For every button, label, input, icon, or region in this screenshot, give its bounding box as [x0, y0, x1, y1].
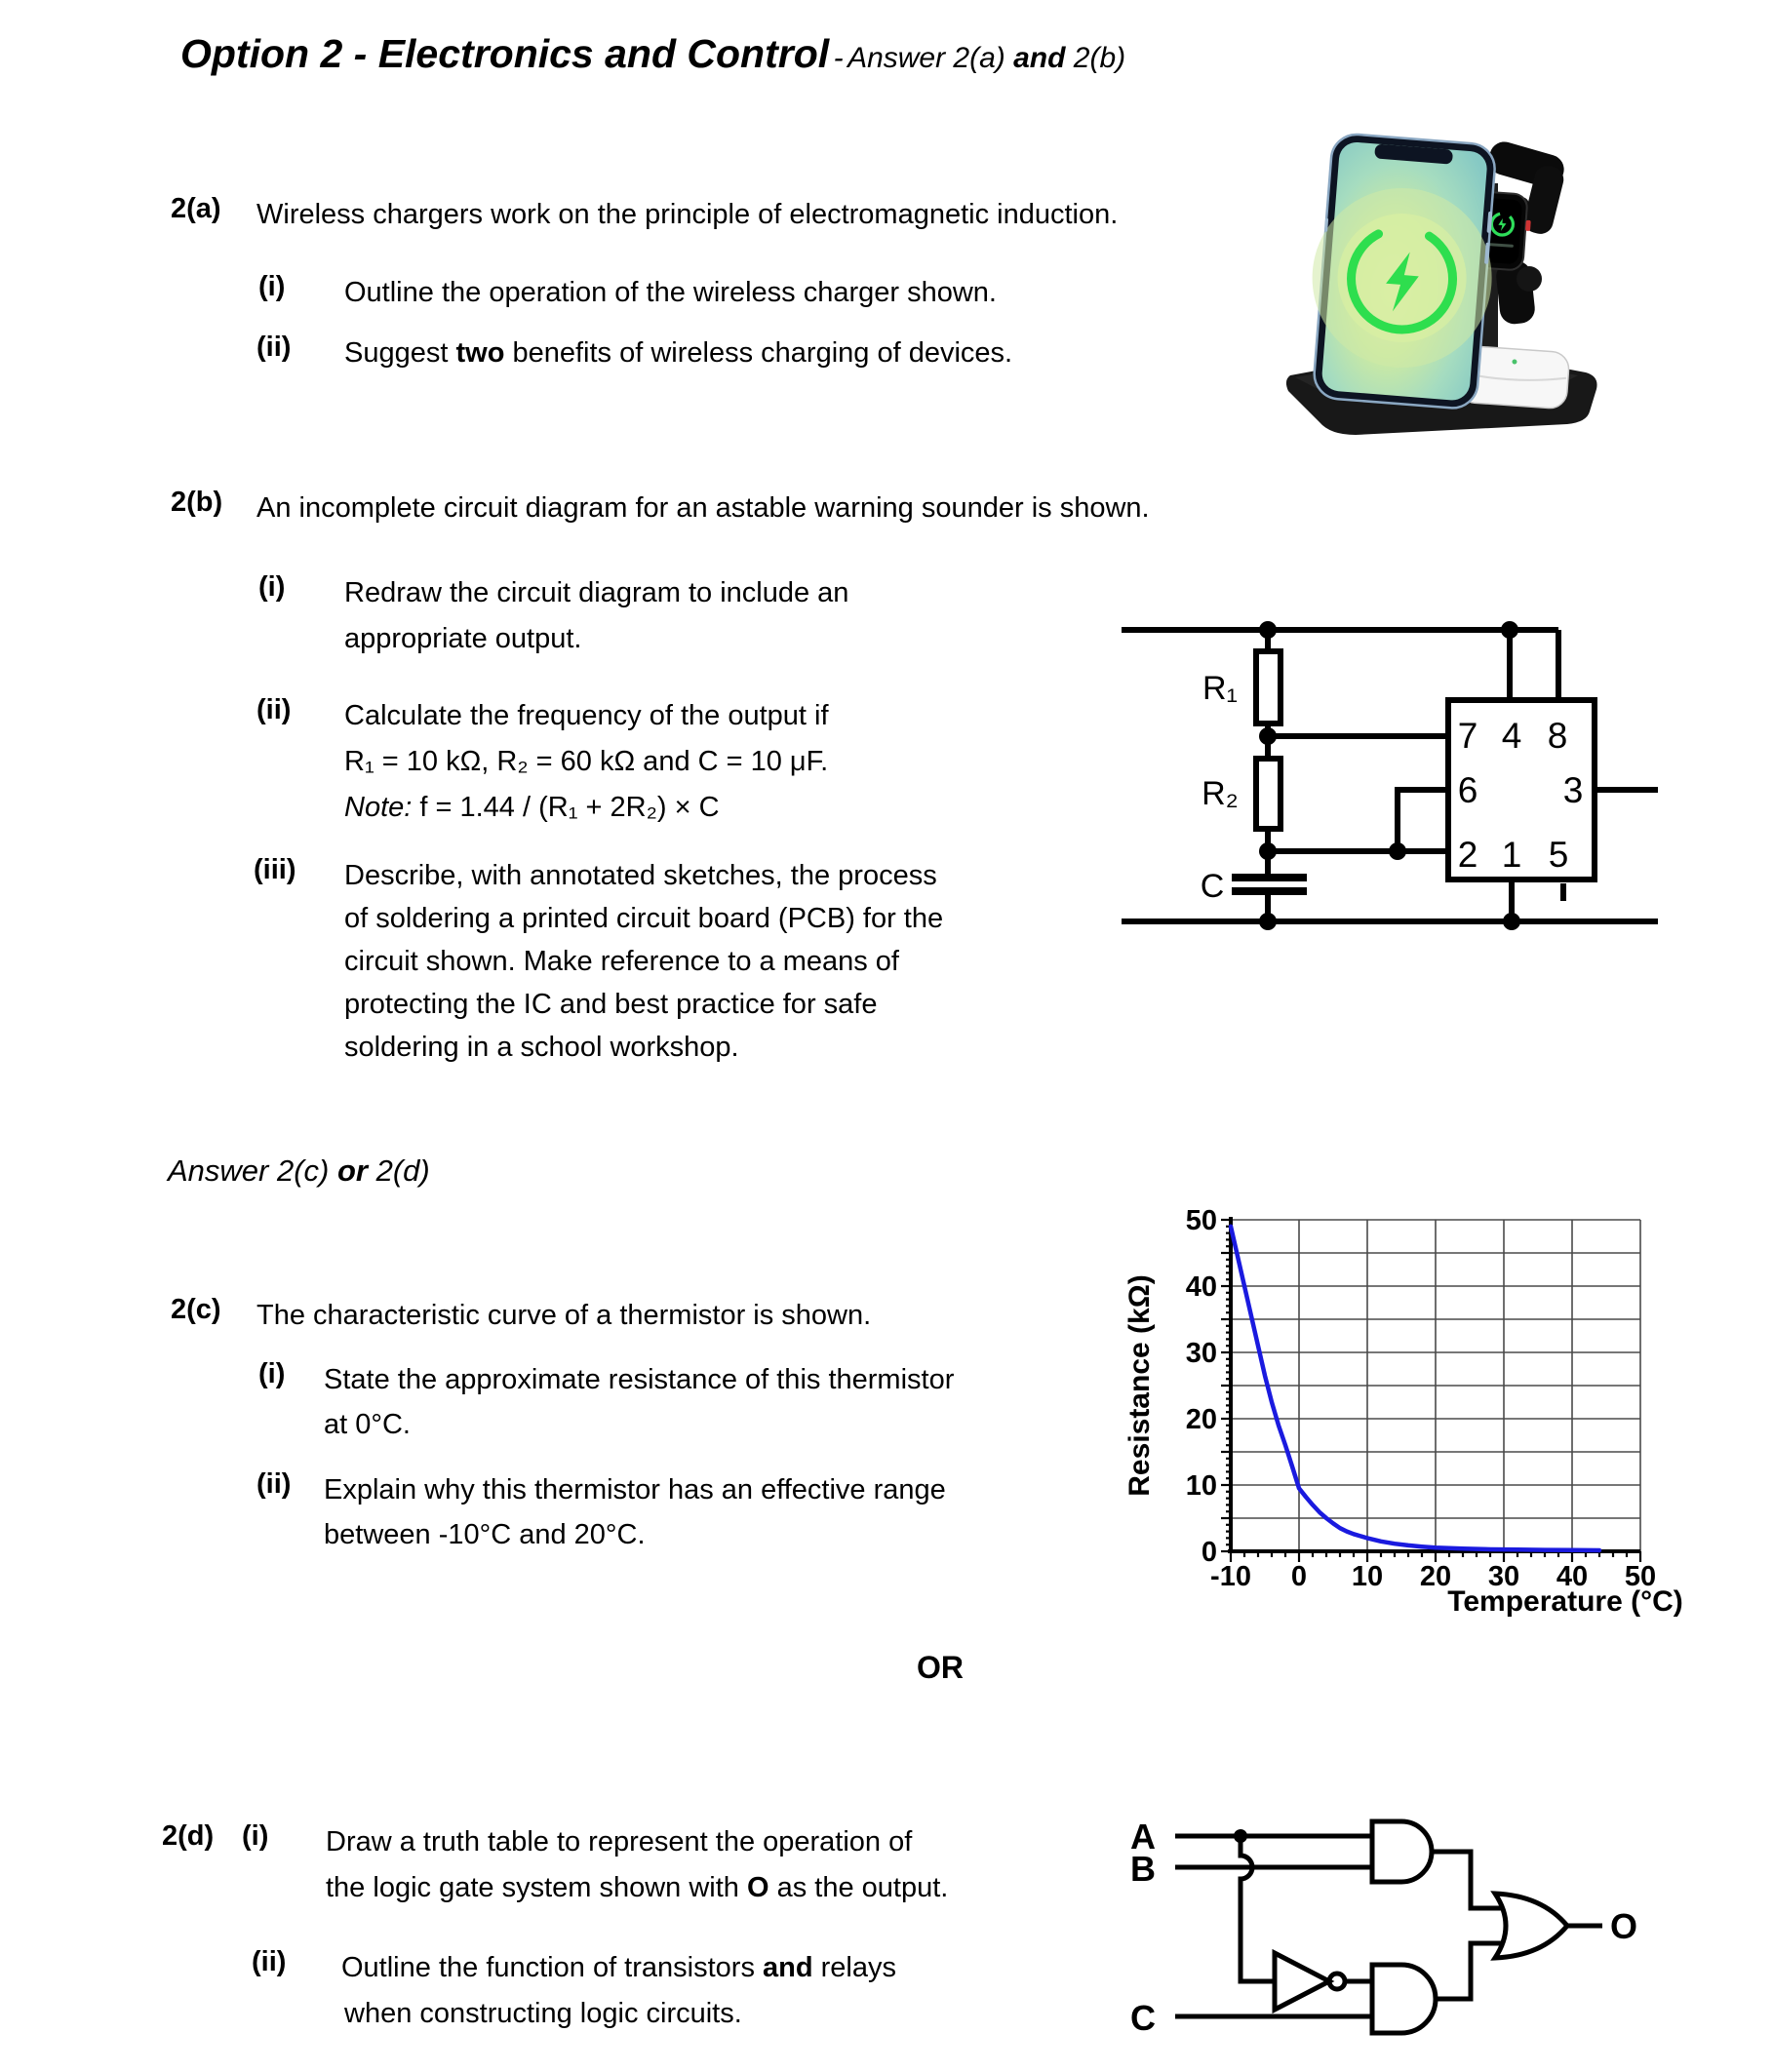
svg-text:40: 40	[1556, 1561, 1589, 1592]
and-gate-bottom	[1372, 1965, 1436, 2033]
r1-label: R₁	[1202, 670, 1239, 707]
q2d-i-line2: the logic gate system shown with O as the output.	[326, 1872, 949, 1903]
astable-circuit-diagram	[1112, 575, 1773, 965]
svg-text:20: 20	[1185, 1404, 1217, 1435]
wireless-charger-photo	[1237, 88, 1617, 449]
q2c-i-line1: State the approximate resistance of this thermistor	[324, 1364, 955, 1395]
svg-text:50: 50	[1624, 1561, 1657, 1592]
title-main: Option 2 - Electronics and Control	[180, 31, 830, 76]
q2b-ii-marker: (ii)	[256, 694, 292, 725]
q2b-text: An incomplete circuit diagram for an astable warning sounder is shown.	[256, 492, 1150, 524]
resistor-r2	[1256, 759, 1280, 829]
q2b-iii-line3: circuit shown. Make reference to a means of	[344, 946, 899, 977]
pin-4: 4	[1501, 716, 1522, 756]
q2b-iii-line5: soldering in a school workshop.	[344, 1032, 739, 1063]
watch-crown	[1525, 220, 1531, 231]
q2c-ii-marker: (ii)	[256, 1468, 292, 1500]
not-gate	[1275, 1953, 1329, 2010]
page-title	[180, 31, 1125, 77]
thermistor-curve	[1231, 1227, 1599, 1550]
y-axis-title: Resistance (kΩ)	[1123, 1274, 1156, 1497]
svg-text:30: 30	[1487, 1561, 1520, 1592]
pin-2: 2	[1457, 835, 1478, 875]
q2c-ii-line1: Explain why this thermistor has an effective range	[324, 1474, 946, 1505]
q2d-ii-marker: (ii)	[252, 1946, 287, 1977]
q2c-i-line2: at 0°C.	[324, 1409, 411, 1440]
q2b-ii-line1: Calculate the frequency of the output if	[344, 700, 829, 731]
pin6-wire	[1398, 790, 1448, 851]
svg-text:10: 10	[1185, 1470, 1217, 1502]
x-axis-title: Temperature (°C)	[1447, 1585, 1683, 1618]
pin-7: 7	[1457, 716, 1478, 756]
chart-grid	[1231, 1220, 1640, 1551]
svg-text:10: 10	[1351, 1561, 1384, 1592]
q2b-i-marker: (i)	[258, 571, 286, 603]
q2d-ii-line1: Outline the function of transistors and relays	[341, 1952, 896, 1983]
q2d-ii-line2: when constructing logic circuits.	[344, 1998, 742, 2029]
svg-text:0: 0	[1290, 1561, 1308, 1592]
q2c-ii-line2: between -10°C and 20°C.	[324, 1519, 646, 1550]
q2b-iii-marker: (iii)	[254, 854, 296, 885]
thermistor-chart	[1102, 1180, 1773, 1619]
q2c-text: The characteristic curve of a thermistor is shown.	[256, 1300, 872, 1331]
q2b-iii-line4: protecting the IC and best practice for safe	[344, 989, 878, 1020]
svg-text:40: 40	[1185, 1271, 1217, 1303]
q2a-text: Wireless chargers work on the principle of electromagnetic induction.	[256, 199, 1119, 230]
pin-3: 3	[1562, 770, 1584, 810]
svg-text:0: 0	[1201, 1537, 1217, 1568]
svg-text:50: 50	[1185, 1205, 1217, 1236]
input-a-label: A	[1130, 1817, 1156, 1857]
q2a-i-marker: (i)	[258, 271, 286, 302]
positive-rail	[1122, 630, 1558, 700]
svg-text:30: 30	[1185, 1338, 1217, 1369]
capacitor-c	[1232, 874, 1307, 895]
q2b-iii-line1: Describe, with annotated sketches, the process	[344, 860, 937, 891]
pin-6: 6	[1457, 770, 1478, 810]
a-branch-wire	[1241, 1836, 1275, 1981]
c-label: C	[1200, 868, 1225, 905]
svg-text:-10: -10	[1210, 1561, 1251, 1592]
answer-cd-line: Answer 2(c) or 2(d)	[168, 1153, 430, 1188]
q2b-ii-note: Note: f = 1.44 / (R₁ + 2R₂) × C	[344, 792, 720, 823]
phone	[1303, 132, 1503, 410]
r2-label: R₂	[1202, 775, 1239, 812]
q2a-label: 2(a)	[171, 193, 221, 224]
title-sub: Answer 2(a) and 2(b)	[847, 42, 1126, 74]
not-bubble	[1329, 1974, 1345, 1989]
q2b-i-line2: appropriate output.	[344, 623, 582, 654]
pin-1: 1	[1501, 835, 1522, 875]
chart-tick-labels	[1186, 1205, 1656, 1592]
or-gate	[1495, 1894, 1567, 1958]
q2d-i-marker: (i)	[242, 1820, 269, 1852]
q2d-i-line1: Draw a truth table to represent the operation of	[326, 1826, 913, 1857]
chart-ticks	[1221, 1220, 1640, 1562]
title-dash: -	[833, 42, 844, 74]
q2c-label: 2(c)	[171, 1294, 221, 1325]
q2a-i-text: Outline the operation of the wireless charger shown.	[344, 277, 997, 308]
q2c-i-marker: (i)	[258, 1358, 286, 1389]
q2b-ii-line2: R₁ = 10 kΩ, R₂ = 60 kΩ and C = 10 μF.	[344, 746, 829, 777]
q2d-label: 2(d)	[162, 1820, 215, 1852]
q2b-i-line1: Redraw the circuit diagram to include an	[344, 577, 849, 608]
svg-text:20: 20	[1419, 1561, 1452, 1592]
input-b-label: B	[1130, 1849, 1156, 1889]
q2a-ii-marker: (ii)	[256, 332, 292, 363]
q2b-label: 2(b)	[171, 487, 223, 518]
q2a-ii-text: Suggest two benefits of wireless charging of devices.	[344, 337, 1013, 369]
pin-5: 5	[1548, 835, 1569, 875]
a-junction-dot	[1234, 1829, 1247, 1843]
logic-gate-diagram	[1112, 1794, 1658, 2057]
resistor-r1	[1256, 651, 1280, 723]
or-divider: OR	[917, 1650, 964, 1685]
and-gate-top	[1372, 1821, 1432, 1882]
output-o-label: O	[1610, 1906, 1638, 1946]
pin-8: 8	[1547, 716, 1568, 756]
input-c-label: C	[1130, 1998, 1156, 2038]
q2b-iii-line2: of soldering a printed circuit board (PCB) for the	[344, 903, 944, 934]
